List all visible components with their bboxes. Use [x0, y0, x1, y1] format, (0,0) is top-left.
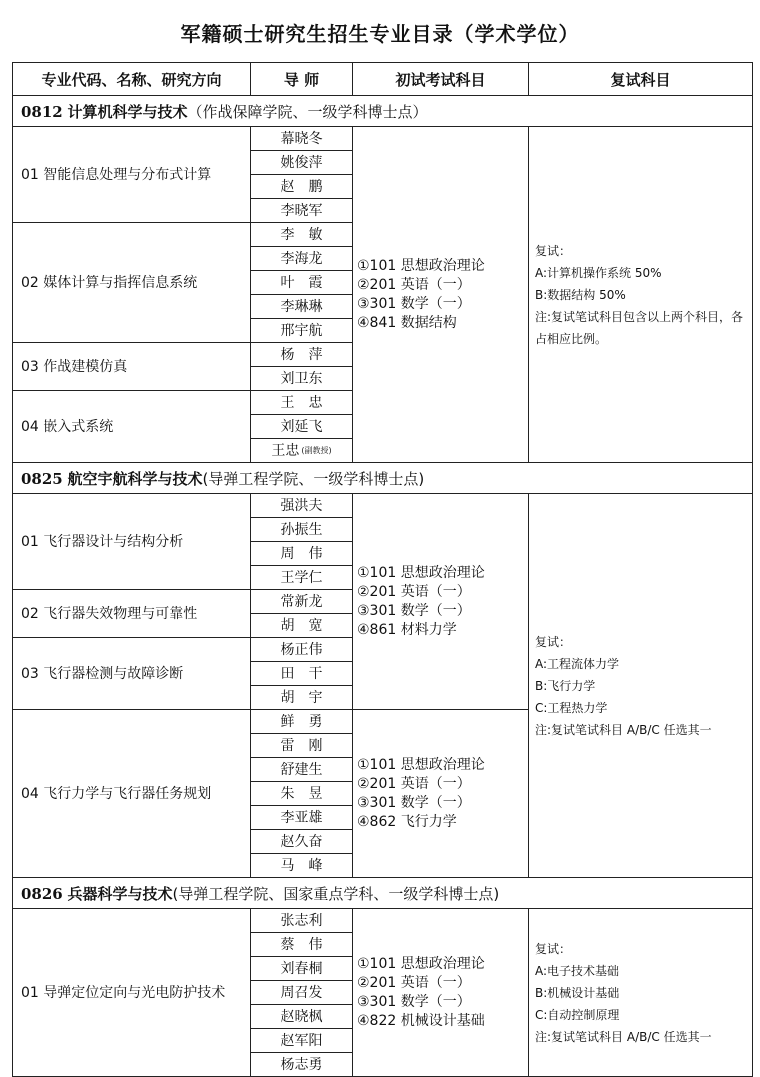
retest-line: A:工程流体力学	[535, 656, 620, 671]
retest-line: C:自动控制原理	[535, 1007, 620, 1022]
initial-exam-subjects	[353, 909, 529, 1077]
section-row	[13, 463, 753, 494]
direction-name: 04 嵌入式系统	[13, 391, 251, 463]
advisor-name	[251, 295, 353, 319]
retest-line: B:飞行力学	[535, 678, 596, 693]
exam-subject: ①101 思想政治理论	[357, 955, 485, 972]
retest-line: 注:复试笔试科目 A/B/C 任选其一	[535, 722, 712, 737]
advisor-text: 李晓军	[280, 202, 323, 219]
advisor-name	[251, 734, 353, 758]
advisor-text: 赵 鹏	[280, 178, 323, 195]
advisor-text: 朱 昱	[280, 785, 323, 802]
advisor-name	[251, 566, 353, 590]
advisor-text: 常新龙	[280, 593, 323, 610]
advisor-text: 胡 宽	[280, 617, 323, 634]
advisor-text: 李海龙	[280, 250, 323, 267]
advisor-text: 赵晓枫	[280, 1008, 323, 1025]
retest-subjects	[529, 909, 753, 1077]
section-name: 兵器科学与技术	[67, 884, 173, 903]
advisor-text: 李琳琳	[280, 298, 323, 315]
direction-name: 03 飞行器检测与故障诊断	[13, 638, 251, 710]
retest-line: C:工程热力学	[535, 700, 608, 715]
advisor-text: 李 敏	[280, 226, 323, 243]
advisor-name	[251, 439, 353, 463]
direction-name: 01 飞行器设计与结构分析	[13, 494, 251, 590]
advisor-title-note: (副教授)	[301, 445, 332, 455]
header-exam: 初试考试科目	[353, 63, 529, 96]
advisor-name	[251, 391, 353, 415]
section-note: (导弹工程学院、国家重点学科、一级学科博士点)	[172, 884, 500, 903]
initial-exam-subjects	[353, 710, 529, 878]
section-code: 0826	[21, 884, 63, 903]
header-advisor: 导 师	[251, 63, 353, 96]
retest-line: A:计算机操作系统 50%	[535, 265, 662, 280]
exam-subject: ④862 飞行力学	[357, 813, 457, 830]
advisor-name	[251, 854, 353, 878]
advisor-name	[251, 957, 353, 981]
advisor-text: 田 干	[280, 665, 323, 682]
advisor-name	[251, 686, 353, 710]
advisor-name	[251, 614, 353, 638]
advisor-name	[251, 1005, 353, 1029]
advisor-text: 周召发	[280, 984, 323, 1001]
advisor-name	[251, 638, 353, 662]
advisor-text: 王学仁	[280, 569, 323, 586]
exam-subject: ①101 思想政治理论	[357, 257, 485, 274]
advisor-name	[251, 415, 353, 439]
advisor-text: 邢宇航	[280, 322, 323, 339]
retest-line: 注:复试笔试科目 A/B/C 任选其一	[535, 1029, 712, 1044]
advisor-name	[251, 367, 353, 391]
exam-subject: ②201 英语（一）	[357, 583, 471, 600]
advisor-name	[251, 127, 353, 151]
advisor-text: 舒建生	[280, 761, 323, 778]
advisor-text: 姚俊萍	[280, 154, 323, 171]
exam-subject: ②201 英语（一）	[357, 974, 471, 991]
retest-line: 注:复试笔试科目包含以上两个科目，各占相应比例。	[535, 309, 744, 346]
advisor-name	[251, 758, 353, 782]
direction-name: 02 飞行器失效物理与可靠性	[13, 590, 251, 638]
table-row	[13, 909, 753, 933]
advisor-name	[251, 710, 353, 734]
section-name: 航空宇航科学与技术	[67, 469, 203, 488]
exam-subject: ④861 材料力学	[357, 621, 457, 638]
advisor-name	[251, 199, 353, 223]
section-note: (导弹工程学院、一级学科博士点)	[202, 469, 425, 488]
advisor-name	[251, 223, 353, 247]
advisor-name	[251, 806, 353, 830]
advisor-text: 杨志勇	[280, 1056, 323, 1073]
advisor-name	[251, 271, 353, 295]
advisor-text: 刘延飞	[280, 418, 323, 435]
header-row	[13, 63, 753, 96]
advisor-name	[251, 151, 353, 175]
table-row	[13, 494, 753, 518]
exam-subject: ②201 英语（一）	[357, 775, 471, 792]
advisor-name	[251, 590, 353, 614]
exam-subject: ①101 思想政治理论	[357, 564, 485, 581]
advisor-text: 杨正伟	[280, 641, 323, 658]
exam-subject: ③301 数学（一）	[357, 295, 471, 312]
advisor-name	[251, 830, 353, 854]
exam-subject: ②201 英语（一）	[357, 276, 471, 293]
advisor-name	[251, 518, 353, 542]
advisor-name	[251, 909, 353, 933]
advisor-text: 孙振生	[280, 521, 323, 538]
exam-subject: ④822 机械设计基础	[357, 1012, 485, 1029]
advisor-text: 叶 霞	[280, 274, 323, 291]
advisor-text: 王忠	[271, 442, 300, 459]
retest-line: 复试：	[535, 243, 572, 258]
initial-exam-subjects	[353, 494, 529, 710]
section-name: 计算机科学与技术	[67, 102, 188, 121]
advisor-text: 赵军阳	[280, 1032, 323, 1049]
advisor-text: 蔡 伟	[280, 936, 323, 953]
advisor-name	[251, 175, 353, 199]
direction-name: 01 智能信息处理与分布式计算	[13, 127, 251, 223]
exam-subject: ④841 数据结构	[357, 314, 457, 331]
advisor-name	[251, 1053, 353, 1077]
advisor-text: 李亚雄	[280, 809, 323, 826]
advisor-text: 刘春桐	[280, 960, 323, 977]
advisor-text: 赵久奋	[280, 833, 323, 850]
advisor-text: 杨 萍	[280, 346, 323, 363]
advisor-text: 幕晓冬	[280, 130, 323, 147]
advisor-name	[251, 981, 353, 1005]
advisor-name	[251, 247, 353, 271]
header-major: 专业代码、名称、研究方向	[13, 63, 251, 96]
exam-subject: ③301 数学（一）	[357, 993, 471, 1010]
table-row	[13, 127, 753, 151]
advisor-text: 强洪夫	[280, 497, 323, 514]
retest-line: B:机械设计基础	[535, 985, 620, 1000]
exam-subject: ③301 数学（一）	[357, 602, 471, 619]
section-title	[13, 878, 753, 909]
initial-exam-subjects	[353, 127, 529, 463]
retest-line: A:电子技术基础	[535, 963, 620, 978]
advisor-name	[251, 933, 353, 957]
section-row	[13, 96, 753, 127]
retest-subjects	[529, 494, 753, 878]
section-note: （作战保障学院、一级学科博士点）	[187, 102, 428, 121]
section-row	[13, 878, 753, 909]
page-title: 军籍硕士研究生招生专业目录（学术学位）	[180, 22, 580, 46]
direction-name: 01 导弹定位定向与光电防护技术	[13, 909, 251, 1077]
advisor-text: 周 伟	[280, 545, 323, 562]
section-code: 0812	[21, 102, 63, 121]
exam-subject: ③301 数学（一）	[357, 794, 471, 811]
retest-line: 复试：	[535, 941, 572, 956]
advisor-text: 雷 刚	[280, 737, 323, 754]
advisor-name	[251, 1029, 353, 1053]
section-code: 0825	[21, 469, 63, 488]
retest-subjects	[529, 127, 753, 463]
advisor-text: 刘卫东	[280, 370, 323, 387]
advisor-name	[251, 662, 353, 686]
advisor-text: 鲜 勇	[280, 713, 323, 730]
advisor-name	[251, 343, 353, 367]
advisor-text: 张志利	[280, 912, 323, 929]
section-title	[13, 96, 753, 127]
section-title	[13, 463, 753, 494]
advisor-text: 王 忠	[280, 394, 323, 411]
retest-line: 复试：	[535, 634, 572, 649]
advisor-name	[251, 782, 353, 806]
program-catalog-table	[12, 62, 752, 1077]
direction-name: 04 飞行力学与飞行器任务规划	[13, 710, 251, 878]
advisor-name	[251, 494, 353, 518]
retest-line: B:数据结构 50%	[535, 287, 626, 302]
advisor-name	[251, 319, 353, 343]
direction-name: 02 媒体计算与指挥信息系统	[13, 223, 251, 343]
exam-subject: ①101 思想政治理论	[357, 756, 485, 773]
advisor-name	[251, 542, 353, 566]
advisor-text: 马 峰	[280, 857, 323, 874]
advisor-text: 胡 宇	[280, 689, 323, 706]
direction-name: 03 作战建模仿真	[13, 343, 251, 391]
header-retest: 复试科目	[529, 63, 753, 96]
